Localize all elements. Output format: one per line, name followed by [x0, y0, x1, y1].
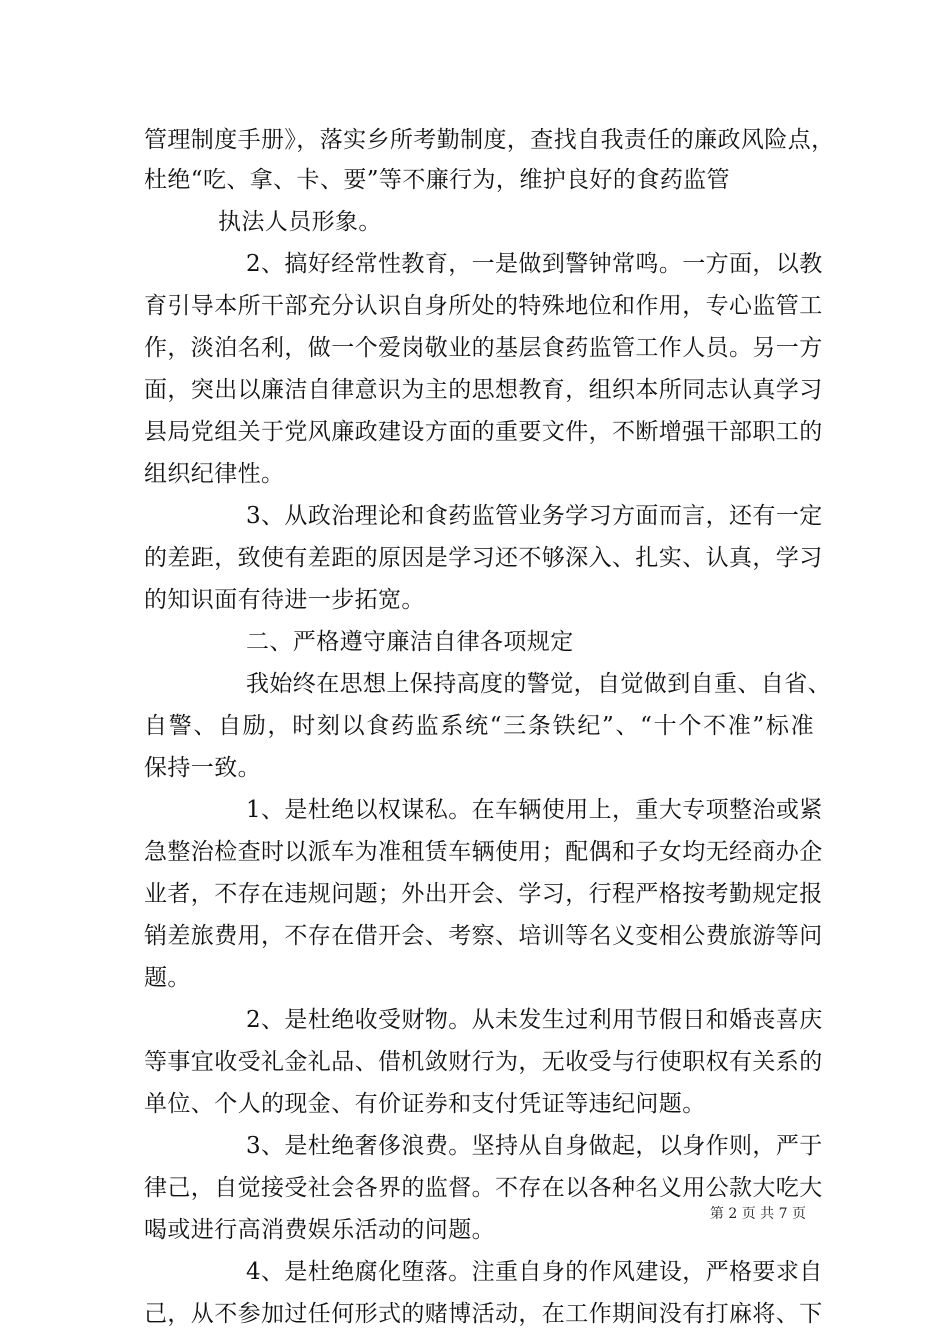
text-line: 2、是杜绝收受财物。从未发生过利用节假日和婚丧喜庆 — [246, 1007, 823, 1033]
text-line: 1、是杜绝以权谋私。在车辆使用上，重大专项整治或紧 — [246, 797, 823, 823]
text-line: 育引导本所干部充分认识自身所处的特殊地位和作用，专心监管工 — [144, 293, 823, 319]
text-line: 我始终在思想上保持高度的警觉，自觉做到自重、自省、 — [246, 671, 831, 697]
text-line: 2、搞好经常性教育，一是做到警钟常鸣。一方面，以教 — [246, 251, 823, 277]
text-line: 作，淡泊名利，做一个爱岗敬业的基层食药监管工作人员。另一方 — [144, 335, 823, 361]
text-line: 3、是杜绝奢侈浪费。坚持从自身做起，以身作则，严于 — [246, 1133, 823, 1159]
text-line: 4、是杜绝腐化堕落。注重自身的作风建设，严格要求自 — [246, 1259, 823, 1285]
text-line: 杜绝“吃、拿、卡、要”等不廉行为，维护良好的食药监管 — [144, 167, 730, 193]
text-line: 县局党组关于党风廉政建设方面的重要文件，不断增强干部职工的 — [144, 419, 823, 445]
text-line: 执法人员形象。 — [218, 209, 382, 235]
text-line: 律己，自觉接受社会各界的监督。不存在以各种名义用公款大吃大 — [144, 1175, 823, 1201]
text-line: 急整治检查时以派车为准租赁车辆使用；配偶和子女均无经商办企 — [144, 839, 823, 865]
text-line: 管理制度手册》，落实乡所考勤制度，查找自我责任的廉政风险点， — [144, 127, 835, 153]
text-line: 等事宜收受礼金礼品、借机敛财行为，无收受与行使职权有关系的 — [144, 1049, 823, 1075]
text-line: 业者，不存在违规问题；外出开会、学习，行程严格按考勤规定报 — [144, 881, 823, 907]
text-line: 的知识面有待进一步拓宽。 — [144, 587, 425, 613]
text-line: 自警、自励，时刻以食药监系统“三条铁纪”、“十个不准”标准 — [144, 713, 814, 739]
page-number: 第 2 页 共 7 页 — [709, 1206, 806, 1222]
text-line: 喝或进行高消费娱乐活动的问题。 — [144, 1217, 495, 1243]
section-heading: 二、严格遵守廉洁自律各项规定 — [246, 629, 574, 655]
text-line: 面，突出以廉洁自律意识为主的思想教育，组织本所同志认真学习 — [144, 377, 823, 403]
text-line: 己，从不参加过任何形式的赌博活动，在工作期间没有打麻将、下 — [144, 1301, 823, 1327]
text-line: 的差距，致使有差距的原因是学习还不够深入、扎实、认真，学习 — [144, 545, 823, 571]
text-line: 组织纪律性。 — [144, 461, 285, 487]
text-line: 单位、个人的现金、有价证券和支付凭证等违纪问题。 — [144, 1091, 706, 1117]
text-line: 销差旅费用，不存在借开会、考察、培训等名义变相公费旅游等问 — [144, 923, 823, 949]
text-line: 保持一致。 — [144, 755, 261, 781]
text-line: 题。 — [144, 965, 191, 991]
text-line: 3、从政治理论和食药监管业务学习方面而言，还有一定 — [246, 503, 823, 529]
